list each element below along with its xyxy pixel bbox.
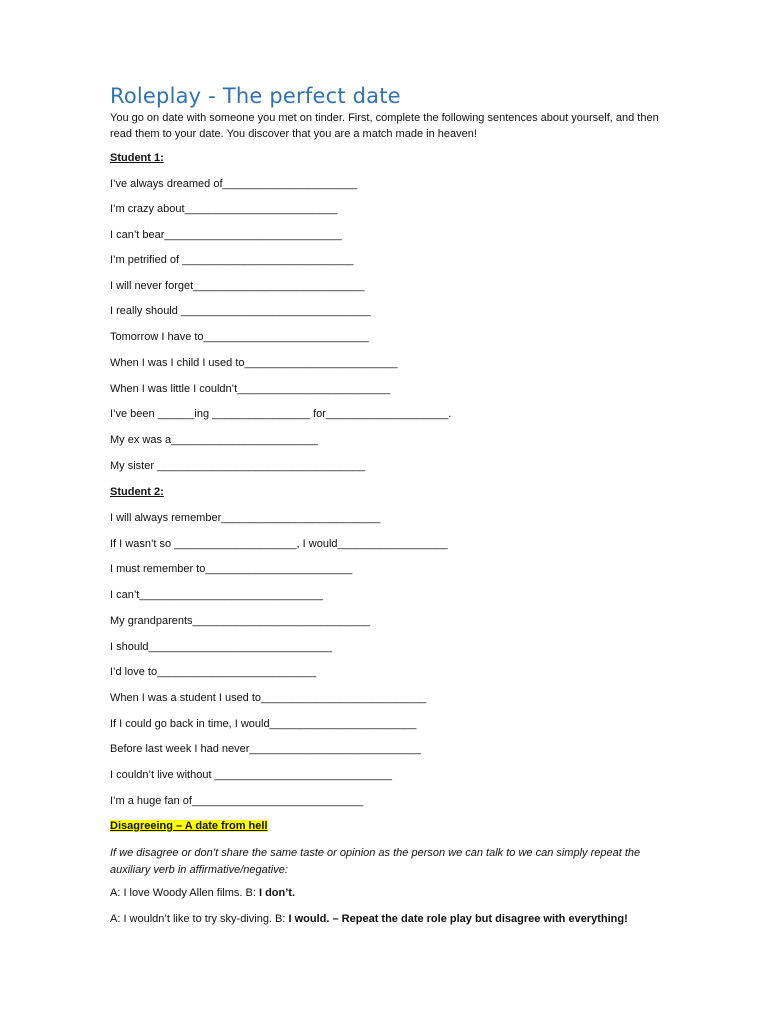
list-item: When I was I child I used to_________________________ <box>110 357 398 369</box>
list-item: When I was a student I used to___________________________ <box>110 692 427 704</box>
list-item: My ex was a________________________ <box>110 434 318 446</box>
list-item: Tomorrow I have to___________________________ <box>110 331 369 343</box>
list-item: I couldn’t live without _____________________________ <box>110 769 392 781</box>
example-2 <box>110 913 628 925</box>
list-item: If I could go back in time, I would________________________ <box>110 718 417 730</box>
example-1 <box>110 887 295 899</box>
disagree-heading <box>110 820 268 832</box>
list-item: I can’t______________________________ <box>110 589 323 601</box>
list-item: My sister __________________________________ <box>110 460 366 472</box>
list-item: I’m petrified of ____________________________ <box>110 254 354 266</box>
list-item: When I was little I couldn’t_________________________ <box>110 383 391 395</box>
list-item: My grandparents_____________________________ <box>110 615 370 627</box>
example-2-text: A: I wouldn’t like to try sky-diving. B: <box>110 913 289 925</box>
list-item: If I wasn’t so ____________________, I would__________________ <box>110 538 448 550</box>
example-2-answer: I would. – Repeat the date role play but disagree with everything! <box>288 913 628 925</box>
list-item: I’m crazy about_________________________ <box>110 203 338 215</box>
list-item: I really should _______________________________ <box>110 305 371 317</box>
list-item: I should______________________________ <box>110 641 333 653</box>
list-item: I’ve always dreamed of______________________ <box>110 178 358 190</box>
list-item: I’ve been ______ing ________________ for____________________. <box>110 408 452 420</box>
example-1-text: A: I love Woody Allen films. B: <box>110 887 259 899</box>
page-title: Roleplay - The perfect date <box>110 84 401 108</box>
list-item: I must remember to________________________ <box>110 563 353 575</box>
example-1-answer: I don’t. <box>258 887 296 899</box>
disagree-heading-label: Disagreeing – A date from hell <box>110 820 268 832</box>
list-item: Before last week I had never____________________________ <box>110 743 421 755</box>
student2-heading: Student 2: <box>110 486 164 498</box>
list-item: I will always remember__________________________ <box>110 512 381 524</box>
student1-heading: Student 1: <box>110 152 164 164</box>
intro-text: You go on date with someone you met on tinder. First, complete the following sentences about yourself, and then read them to your date. You discover that you are a match made in heaven! <box>110 112 659 140</box>
list-item: I can’t bear_____________________________ <box>110 229 342 241</box>
disagree-explanation: If we disagree or don’t share the same taste or opinion as the person we can talk to we can simply repeat the auxiliary verb in affirmative/negative: <box>110 847 641 876</box>
list-item: I’d love to__________________________ <box>110 666 317 678</box>
list-item: I’m a huge fan of____________________________ <box>110 795 364 807</box>
list-item: I will never forget____________________________ <box>110 280 365 292</box>
